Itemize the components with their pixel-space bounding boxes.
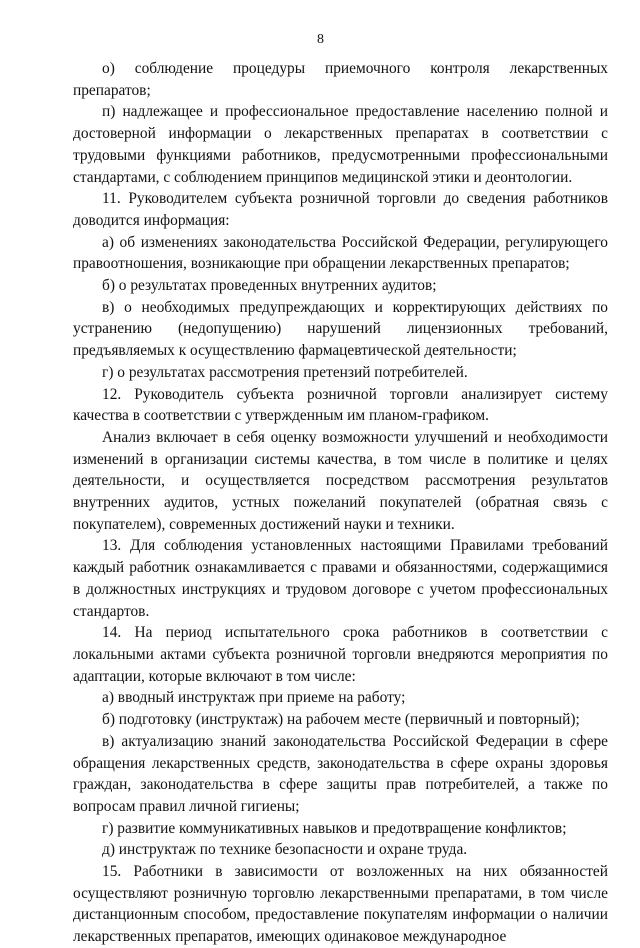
paragraph-item-o: о) соблюдение процедуры приемочного контроля лекарственных препаратов; bbox=[73, 60, 608, 99]
paragraph-section-12: 12. Руководитель субъекта розничной торговли анализирует систему качества в соответствии с утвержденным им планом-графиком. bbox=[73, 385, 608, 425]
paragraph-item-d-2: д) инструктаж по технике безопасности и охране труда. bbox=[102, 841, 468, 859]
paragraph-item-g: г) о результатах рассмотрения претензий потребителей. bbox=[102, 363, 468, 381]
paragraph-item-v: в) о необходимых предупреждающих и корректирующих действиях по устранению (недопущению) нарушений лицензионных требований, предъявляемых к осуществлению фармацевтической деятельности; bbox=[73, 298, 608, 360]
paragraph-item-g-2: г) развитие коммуникативных навыков и предотвращение конфликтов; bbox=[102, 819, 567, 837]
paragraph-section-11: 11. Руководителем субъекта розничной торговли до сведения работников доводится информация: bbox=[73, 190, 608, 229]
paragraph-item-b-2: б) подготовку (инструктаж) на рабочем месте (первичный и повторный); bbox=[102, 711, 580, 729]
paragraph-item-a-2: а) вводный инструктаж при приеме на работу; bbox=[102, 689, 406, 707]
paragraph-item-v-2: в) актуализацию знаний законодательства Российской Федерации в сфере обращения лекарственных средств, законодательства в сфере охраны здоровья граждан, законодательства в сфере защиты прав потребителей, а также по вопросам правил личной гигиены; bbox=[73, 732, 608, 815]
paragraph-section-13: 13. Для соблюдения установленных настоящими Правилами требований каждый работник ознакамливается с правами и обязанностями, содержащимися в должностных инструкциях и трудовом договоре с учетом профессиональных стандартов. bbox=[73, 537, 608, 620]
paragraph-section-15: 15. Работники в зависимости от возложенных на них обязанностей осуществляют розничную торговлю лекарственными препаратами, в том числе дистанционным способом, предоставление покупателям информации о наличии лекарственных препаратов, имеющих одинаковое международное bbox=[73, 863, 608, 946]
paragraph-item-a: а) об изменениях законодательства Российской Федерации, регулирующего правоотношения, возникающие при обращении лекарственных препаратов; bbox=[73, 233, 608, 273]
paragraph-section-14: 14. На период испытательного срока работников в соответствии с локальными актами субъекта розничной торговли внедряются мероприятия по адаптации, которые включают в том числе: bbox=[73, 624, 608, 685]
paragraph-item-p: п) надлежащее и профессиональное предоставление населению полной и достоверной информации о лекарственных препаратах в соответствии с трудовыми функциями работников, предусмотренными профессиональными стандартами, с соблюдением принципов медицинской этики и деонтологии. bbox=[73, 103, 608, 186]
page-number: 8 bbox=[317, 32, 324, 47]
paragraph-item-b: б) о результатах проведенных внутренних аудитов; bbox=[102, 277, 437, 295]
paragraph-analysis: Анализ включает в себя оценку возможности улучшений и необходимости изменений в организации системы качества, в том числе в политике и целях деятельности, и осуществляется посредством рассмотрения результатов внутренних аудитов, устных пожеланий покупателей (обратная связь с покупателем), современных достижений науки и техники. bbox=[73, 428, 608, 533]
